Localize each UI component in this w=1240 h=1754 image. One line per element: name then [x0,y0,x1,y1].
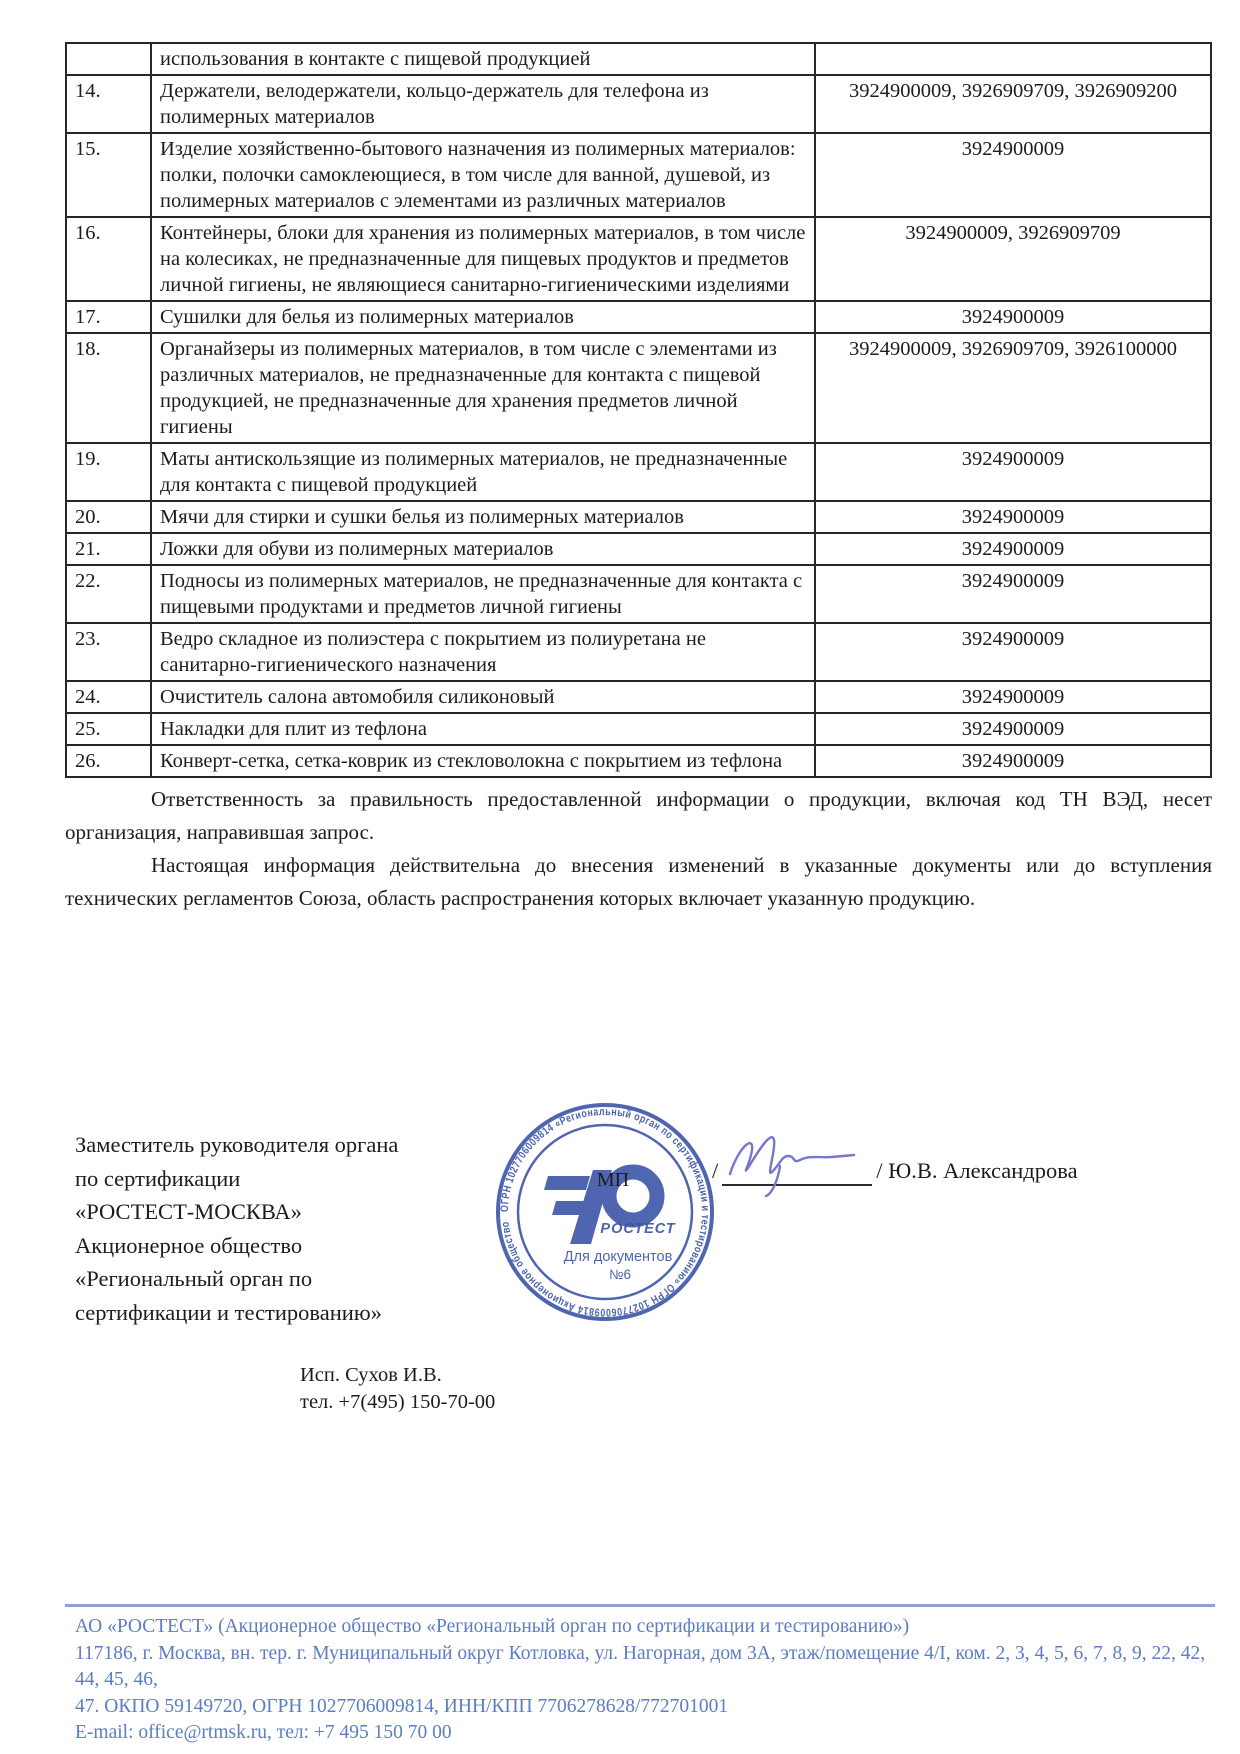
product-description: Держатели, велодержатели, кольцо-держатель для телефона из полимерных материалов [151,75,815,133]
validity-paragraph: Настоящая информация действительна до внесения изменений в указанные документы или до вступления технических регламентов Союза, область распространения которых включает указанную продукцию. [65,853,1212,910]
mp-mark: МП [596,1169,630,1191]
letterhead-footer [65,1604,1215,1747]
product-description: Ложки для обуви из полимерных материалов [151,533,815,565]
row-number: 16. [66,217,151,301]
row-number: 21. [66,533,151,565]
signature-line [712,1140,1078,1186]
signature-ink-icon [722,1126,872,1198]
signer-name: Ю.В. Александрова [888,1158,1078,1183]
row-number: 19. [66,443,151,501]
table-row [66,565,1211,623]
round-stamp [490,1097,720,1327]
product-description: Подносы из полимерных материалов, не предназначенные для контакта с пищевыми продуктами и предметов личной гигиены [151,565,815,623]
org-type: Акционерное общество [75,1232,303,1258]
footer-org-name: АО «РОСТЕСТ» (Акционерное общество «Региональный орган по сертификации и тестированию») [75,1616,910,1637]
tnved-code: 3924900009, 3926909709, 3926909200 [815,75,1211,133]
product-description: Контейнеры, блоки для хранения из полимерных материалов, в том числе на колесиках, не предназначенные для пищевых продуктов и предметов личной гигиены, не являющиеся санитарно-гигиеническими изделиями [151,217,815,301]
stamp-purpose-text: Для документов [563,1249,673,1265]
tnved-code [815,43,1211,75]
table-row [66,301,1211,333]
product-description: Органайзеры из полимерных материалов, в том числе с элементами из различных материалов, не предназначенные для контакта с пищевой продукцией, не предназначенные для хранения предметов личной гигиены [151,333,815,443]
row-number: 24. [66,681,151,713]
row-number: 17. [66,301,151,333]
product-description: Очиститель салона автомобиля силиконовый [151,681,815,713]
executor-name: Исп. Сухов И.В. [300,1364,442,1386]
table-row [66,333,1211,443]
tnved-code: 3924900009 [815,623,1211,681]
row-number: 15. [66,133,151,217]
product-description: использования в контакте с пищевой продукцией [151,43,815,75]
closing-paragraphs [65,783,1212,915]
tnved-code: 3924900009 [815,565,1211,623]
responsibility-paragraph: Ответственность за правильность предоставленной информации о продукции, включая код ТН ВЭД, несет организация, направившая запрос. [65,787,1212,844]
svg-text:ОГРН 1027706009814 «Региональ [499,1106,711,1318]
position-line: Заместитель руководителя органа [75,1132,399,1157]
row-number: 23. [66,623,151,681]
tnved-code: 3924900009, 3926909709 [815,217,1211,301]
org-short-name: «РОСТЕСТ-МОСКВА» [75,1199,302,1224]
tnved-code: 3924900009 [815,301,1211,333]
table-row [66,443,1211,501]
document-body [65,42,1212,915]
product-description: Ведро складное из полиэстера с покрытием из полиуретана не санитарно-гигиенического назначения [151,623,815,681]
tnved-code: 3924900009 [815,745,1211,777]
signer-name-group [876,1158,1077,1186]
stamp-ring-text: ОГРН 1027706009814 «Региональный орган по сертификации и тестированию» ОГРН 1027706009814 Акционерное общество [498,1105,712,1319]
row-number: 18. [66,333,151,443]
row-number [66,43,151,75]
executor-block [300,1362,495,1416]
product-description: Конверт-сетка, сетка-коврик из стекловолокна с покрытием из тефлона [151,745,815,777]
product-description: Сушилки для белья из полимерных материалов [151,301,815,333]
stamp-number-text: №6 [609,1267,631,1282]
table-row [66,745,1211,777]
product-description: Изделие хозяйственно-бытового назначения из полимерных материалов: полки, полочки самоклеющиеся, в том числе для ванной, душевой, из полимерных материалов с элементами из различных материалов [151,133,815,217]
tnved-code: 3924900009 [815,533,1211,565]
executor-phone: тел. +7(495) 150-70-00 [300,1391,496,1413]
product-description: Накладки для плит из тефлона [151,713,815,745]
footer-address: 117186, г. Москва, вн. тер. г. Муниципальный округ Котловка, ул. Нагорная, дом 3А, этаж/помещение 4/I, ком. 2, 3, 4, 5, 6, 7, 8, 9, 22, 42, 44, 45, 46, [75,1642,1206,1690]
tnved-code: 3924900009 [815,443,1211,501]
tnved-code: 3924900009 [815,681,1211,713]
stamp-icon [490,1097,720,1327]
row-number: 25. [66,713,151,745]
tnved-code: 3924900009, 3926909709, 3926100000 [815,333,1211,443]
product-description: Маты антискользящие из полимерных материалов, не предназначенные для контакта с пищевой продукцией [151,443,815,501]
stamp-logo-text: РОСТЕСТ [600,1221,676,1237]
row-number: 26. [66,745,151,777]
table-row [66,623,1211,681]
products-tnved-table [65,42,1212,778]
table-row [66,133,1211,217]
handwritten-signature [722,1140,872,1186]
tnved-code: 3924900009 [815,133,1211,217]
org-full-name-line: «Региональный орган по [75,1266,313,1291]
footer-contacts: E-mail: office@rtmsk.ru, тел: +7 495 150 70 00 [75,1722,452,1743]
table-row [66,681,1211,713]
tnved-code: 3924900009 [815,713,1211,745]
table-row [66,713,1211,745]
table-row [66,43,1211,75]
table-row [66,217,1211,301]
position-line: по сертификации [75,1165,241,1191]
table-row [66,533,1211,565]
tnved-code: 3924900009 [815,501,1211,533]
footer-registration-codes: 47. ОКПО 59149720, ОГРН 1027706009814, ИНН/КПП 7706278628/772701001 [75,1695,729,1717]
table-row [66,501,1211,533]
row-number: 20. [66,501,151,533]
slash-before: / [712,1158,719,1183]
slash-after: / [876,1158,883,1183]
product-description: Мячи для стирки и сушки белья из полимерных материалов [151,501,815,533]
signer-position-block [75,1128,495,1329]
table-row [66,75,1211,133]
org-full-name-line: сертификации и тестированию» [75,1299,382,1325]
row-number: 22. [66,565,151,623]
row-number: 14. [66,75,151,133]
